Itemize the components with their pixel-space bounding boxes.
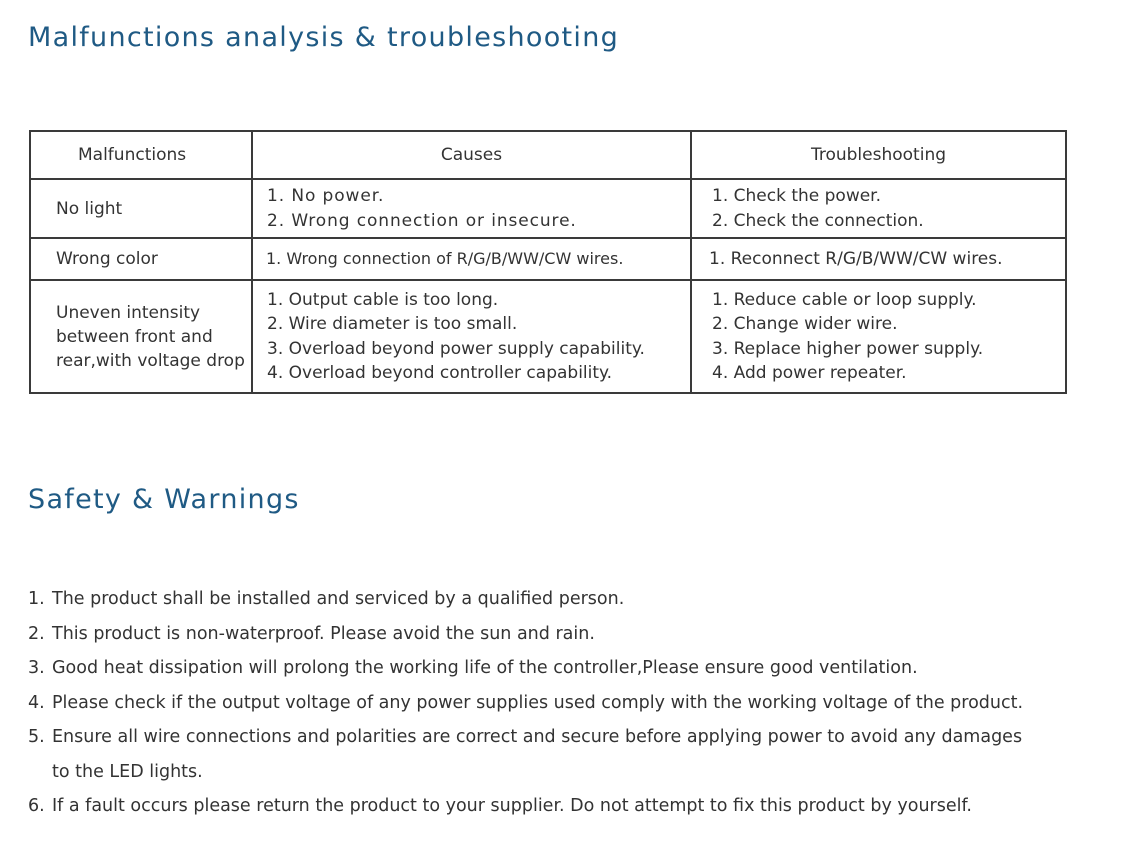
- table-row: [30, 280, 1066, 393]
- cause-cell: [252, 179, 691, 238]
- malfunction-cell: [30, 179, 252, 238]
- cause-line: 1. No power.: [267, 186, 385, 206]
- malfunction-cell: [30, 238, 252, 280]
- malfunction-line: between front and: [56, 326, 213, 347]
- item-number: 5.: [28, 727, 45, 747]
- safety-heading: Safety & Warnings: [28, 484, 300, 515]
- item-text: The product shall be installed and serviced by a qualified person.: [52, 589, 625, 609]
- item-text: This product is non-waterproof. Please avoid the sun and rain.: [52, 623, 595, 644]
- cause-line: 2. Wire diameter is too small.: [267, 314, 518, 334]
- fix-line: 3. Replace higher power supply.: [712, 338, 984, 359]
- malfunction-line: Uneven intensity: [56, 302, 201, 323]
- item-text: Good heat dissipation will prolong the working life of the controller,Please ensure good ventilation.: [52, 658, 918, 678]
- malfunction-line: No light: [56, 198, 123, 219]
- cause-line: 2. Wrong connection or insecure.: [267, 210, 577, 231]
- list-item: [28, 789, 1088, 824]
- fix-line: 1. Check the power.: [712, 186, 882, 206]
- cause-line: 3. Overload beyond power supply capability.: [267, 338, 645, 359]
- fix-line: 2. Check the connection.: [712, 210, 924, 231]
- list-item: [28, 617, 1088, 652]
- fix-line: 1. Reconnect R/G/B/WW/CW wires.: [709, 248, 1003, 269]
- header-troubleshooting: Troubleshooting: [691, 131, 1066, 179]
- table-header-row: [30, 131, 1066, 179]
- item-text: Please check if the output voltage of any power supplies used comply with the working voltage of the product.: [52, 692, 1024, 713]
- header-causes: Causes: [252, 131, 691, 179]
- item-text: Ensure all wire connections and polarities are correct and secure before applying power to avoid any damages: [52, 727, 1023, 747]
- item-number: 6.: [28, 796, 45, 816]
- item-number: 1.: [28, 589, 45, 609]
- safety-list: [28, 582, 1088, 824]
- fix-cell: [691, 280, 1066, 393]
- fix-line: 2. Change wider wire.: [712, 314, 898, 334]
- list-item: [28, 720, 1088, 789]
- cause-cell: [252, 280, 691, 393]
- item-text: If a fault occurs please return the product to your supplier. Do not attempt to fix this product by yourself.: [52, 796, 972, 816]
- cause-line: 1. Wrong connection of R/G/B/WW/CW wires.: [266, 248, 624, 268]
- malfunction-line: Wrong color: [56, 249, 158, 269]
- list-item: [28, 582, 1088, 617]
- malfunction-cell: [30, 280, 252, 393]
- item-text-continuation: to the LED lights.: [52, 761, 203, 782]
- malfunction-line: rear,with voltage drop: [56, 350, 245, 371]
- list-item: [28, 651, 1088, 686]
- item-number: 2.: [28, 623, 45, 644]
- header-malfunctions: Malfunctions: [30, 131, 252, 179]
- fix-cell: [691, 179, 1066, 238]
- fix-line: 4. Add power repeater.: [712, 363, 907, 383]
- table-row: [30, 179, 1066, 238]
- list-item: [28, 686, 1088, 721]
- cause-line: 1. Output cable is too long.: [267, 289, 499, 310]
- troubleshooting-table: [29, 130, 1067, 394]
- table-row: [30, 238, 1066, 280]
- item-number: 3.: [28, 658, 45, 678]
- cause-cell: [252, 238, 691, 280]
- cause-line: 4. Overload beyond controller capability.: [267, 363, 613, 383]
- malfunctions-heading: Malfunctions analysis & troubleshooting: [28, 22, 620, 53]
- item-number: 4.: [28, 692, 45, 713]
- fix-cell: [691, 238, 1066, 280]
- fix-line: 1. Reduce cable or loop supply.: [712, 289, 977, 310]
